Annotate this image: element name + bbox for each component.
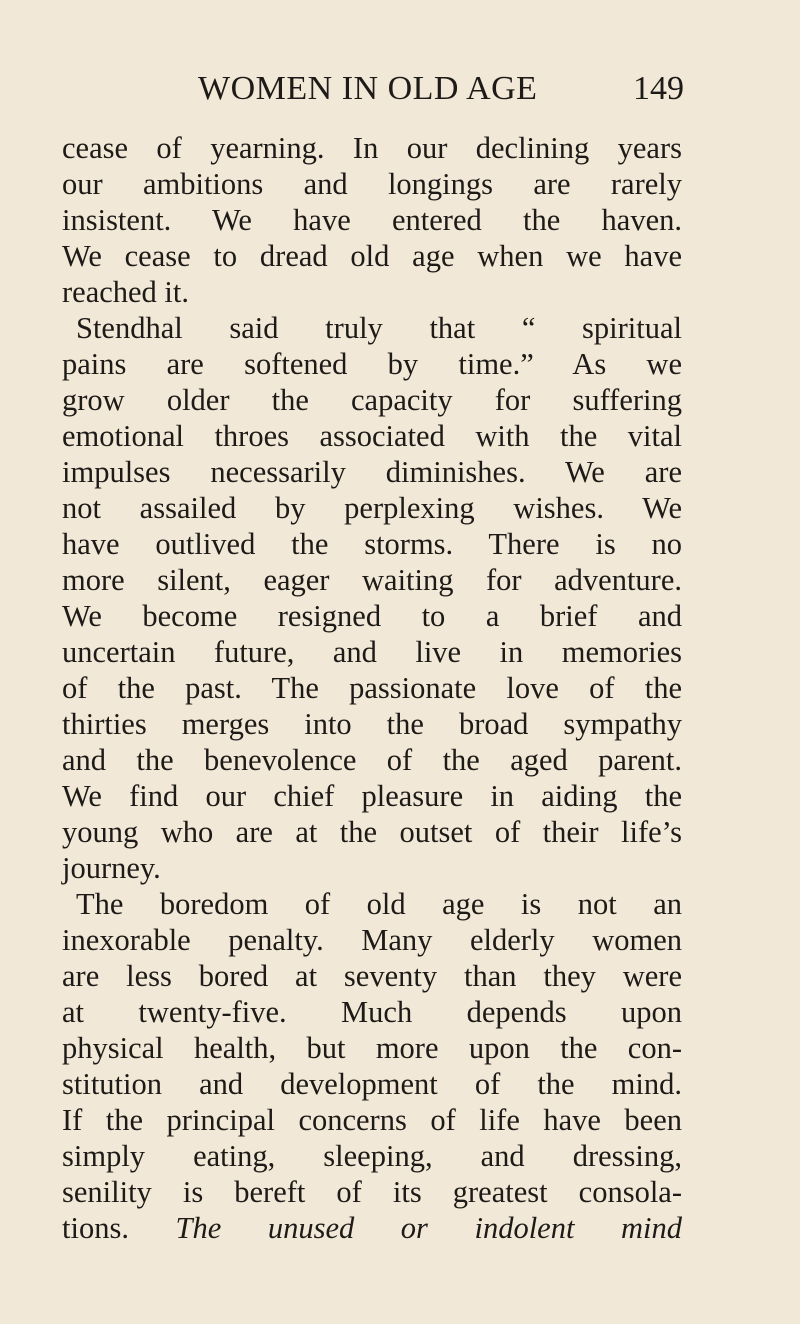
text-line: emotional throes associated with the vital — [62, 419, 682, 453]
text-line: and the benevolence of the aged parent. — [62, 743, 682, 777]
text-line: stitution and development of the mind. — [62, 1067, 682, 1101]
text-line: We become resigned to a brief and — [62, 599, 682, 633]
text-line: We find our chief pleasure in aiding the — [62, 779, 682, 813]
text-line: insistent. We have entered the haven. — [62, 203, 682, 237]
text-line: more silent, eager waiting for adventure. — [62, 563, 682, 597]
page-header — [0, 66, 800, 112]
text-line: Stendhal said truly that “ spiritual — [76, 311, 682, 345]
text-line: not assailed by perplexing wishes. We — [62, 491, 682, 525]
text-line: simply eating, sleeping, and dressing, — [62, 1139, 682, 1173]
text-line: of the past. The passionate love of the — [62, 671, 682, 705]
final-line-italic: The unused or indolent mind — [175, 1211, 682, 1245]
text-line: at twenty-five. Much depends upon — [62, 995, 682, 1029]
text-line: cease of yearning. In our declining years — [62, 131, 682, 165]
text-line: our ambitions and longings are rarely — [62, 167, 682, 201]
text-line: We cease to dread old age when we have — [62, 239, 682, 273]
text-line: reached it. — [62, 275, 190, 309]
text-line: thirties merges into the broad sympathy — [62, 707, 682, 741]
page-number: 149 — [633, 70, 684, 107]
running-title: WOMEN IN OLD AGE — [198, 70, 538, 107]
text-line-final — [62, 1210, 682, 1246]
text-line: grow older the capacity for suffering — [62, 383, 682, 417]
text-line: young who are at the outset of their life’s — [62, 815, 682, 849]
text-line: pains are softened by time.” As we — [62, 347, 682, 381]
final-line-lead: tions. — [62, 1211, 129, 1245]
text-line: impulses necessarily diminishes. We are — [62, 455, 682, 489]
body-text — [62, 130, 682, 1246]
text-line: physical health, but more upon the con- — [62, 1031, 682, 1065]
text-line: uncertain future, and live in memories — [62, 635, 682, 669]
text-line: The boredom of old age is not an — [76, 887, 682, 921]
text-line: are less bored at seventy than they were — [62, 959, 682, 993]
text-line: journey. — [62, 851, 161, 885]
text-line: have outlived the storms. There is no — [62, 527, 682, 561]
text-line: senility is bereft of its greatest consola- — [62, 1175, 682, 1209]
text-line: If the principal concerns of life have been — [62, 1103, 682, 1137]
text-line: inexorable penalty. Many elderly women — [62, 923, 682, 957]
